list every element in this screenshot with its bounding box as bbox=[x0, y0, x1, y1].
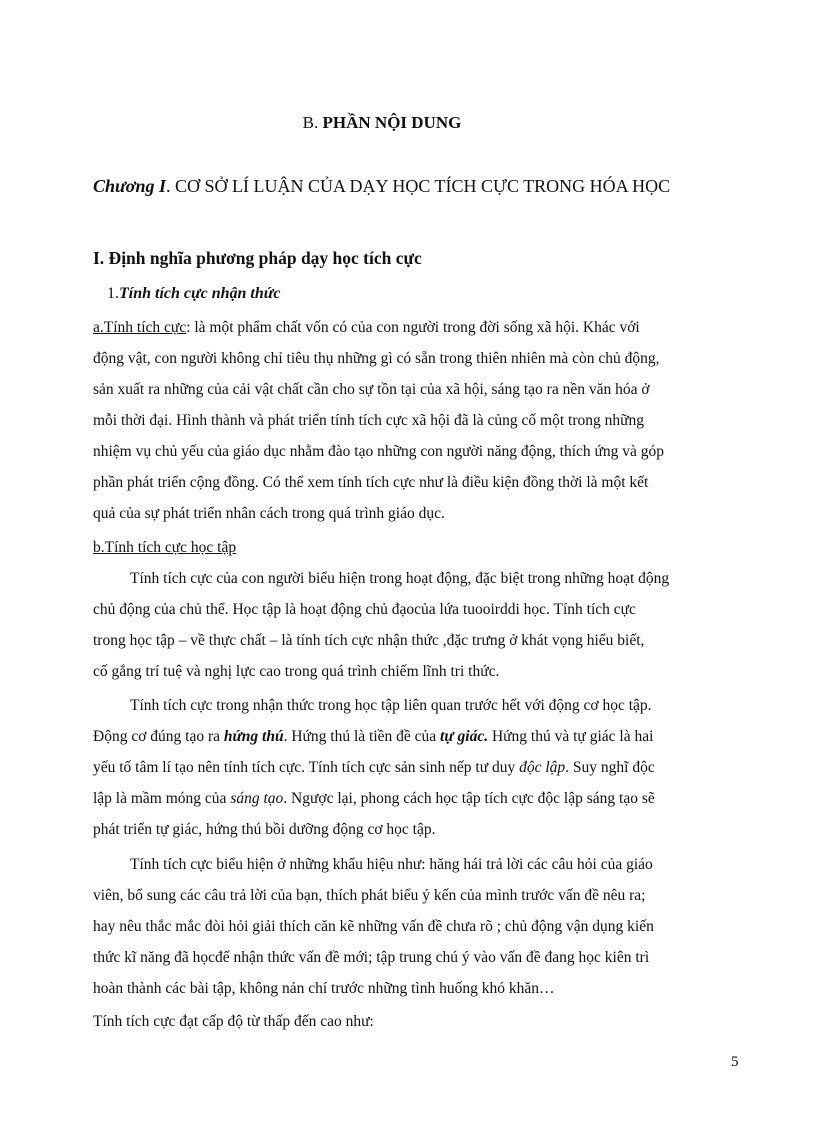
para-a-line-2: động vật, con người không chỉ tiêu thụ những gì có sẵn trong thiên nhiên mà còn chủ động, bbox=[93, 350, 660, 367]
para-b2-line-4: lập là mầm móng của sáng tạo. Ngược lại, phong cách học tập tích cực độc lập sáng tạo sẽ bbox=[93, 790, 655, 807]
para-a-line-5: nhiệm vụ chủ yếu của giáo dục nhằm đào tạo những con người năng động, thích ứng và góp bbox=[93, 443, 665, 460]
para-b3-line-3: hay nêu thắc mắc đòi hỏi giải thích căn kẽ những vấn đề chưa rõ ; chủ động vận dụng kiến bbox=[93, 918, 654, 935]
last-line: Tính tích cực đạt cấp độ từ thấp đến cao như: bbox=[93, 1013, 374, 1030]
para-a-line-7: quả của sự phát triển nhân cách trong quá trình giáo dục. bbox=[93, 505, 445, 522]
para-b3-line-5: hoàn thành các bài tập, không nản chí trước những tình huống khó khăn… bbox=[93, 980, 555, 997]
para-b2-line-2: Động cơ đúng tạo ra hứng thú. Hứng thú là tiền đề của tự giác. Hứng thú và tự giác là hai bbox=[93, 728, 654, 745]
emphasis-doc-lap: độc lập bbox=[519, 759, 566, 776]
para-a-line-4: mỗi thời đại. Hình thành và phát triển tính tích cực xã hội đã là củng cố một trong những bbox=[93, 412, 645, 429]
section-title-text: PHẦN NỘI DUNG bbox=[322, 113, 462, 132]
para-b2-line-3: yếu tố tâm lí tạo nên tính tích cực. Tính tích cực sản sinh nếp tư duy độc lập. Suy nghĩ độc bbox=[93, 759, 655, 776]
chapter-label: Chương I bbox=[93, 176, 166, 196]
section-prefix: B. bbox=[302, 113, 323, 132]
para-b3-line-1: Tính tích cực biểu hiện ở những khẩu hiệu như: hăng hái trả lời các câu hỏi của giáo bbox=[130, 856, 653, 873]
para-b1-line-4: cố gắng trí tuệ và nghị lực cao trong quá trình chiếm lĩnh tri thức. bbox=[93, 663, 500, 680]
para-b3-line-2: viên, bổ sung các câu trả lời của bạn, thích phát biểu ý kến của mình trước vấn đề nêu ra; bbox=[93, 887, 646, 904]
section-title bbox=[0, 113, 764, 133]
para-a-line-3: sản xuất ra những của cải vật chất cần cho sự tồn tại của xã hội, sáng tạo ra nền văn hóa ở bbox=[93, 381, 650, 398]
heading-2-number: 1. bbox=[107, 285, 119, 302]
para-a-line-1 bbox=[93, 319, 640, 337]
emphasis-hung-thu: hứng thú bbox=[223, 728, 284, 745]
heading-2 bbox=[107, 285, 280, 303]
para-b1-line-3: trong học tập – về thực chất – là tính tích cực nhận thức ,đặc trưng ở khát vọng hiểu biết, bbox=[93, 632, 645, 649]
para-b-label: b.Tính tích cực học tập bbox=[93, 539, 237, 556]
chapter-title-text: . CƠ SỞ LÍ LUẬN CỦA DẠY HỌC TÍCH CỰC TRONG HÓA HỌC bbox=[165, 176, 671, 196]
para-b1-line-2: chủ động của chủ thể. Học tập là hoạt động chủ đạocủa lứa tuooirddi học. Tính tích cực bbox=[93, 601, 636, 618]
para-a-label: a.Tính tích cực bbox=[93, 319, 187, 336]
para-a-line-6: phần phát triển cộng đồng. Có thể xem tính tích cực như là điều kiện đồng thời là một kết bbox=[93, 474, 649, 491]
para-b2-line-5: phát triển tự giác, hứng thú bồi dưỡng động cơ học tập. bbox=[93, 821, 436, 838]
page-number: 5 bbox=[731, 1054, 739, 1070]
emphasis-tu-giac: tự giác. bbox=[440, 728, 489, 745]
para-b3-line-4: thức kĩ năng đã họcđể nhận thức vấn đề mới; tập trung chú ý vào vấn đề đang học kiên trì bbox=[93, 949, 650, 966]
para-b2-line-1: Tính tích cực trong nhận thức trong học tập liên quan trước hết với động cơ học tập. bbox=[130, 697, 652, 714]
para-a-line-1-text: : là một phẩm chất vốn có của con người trong đời sống xã hội. Khác với bbox=[186, 319, 640, 336]
para-b1-line-1: Tính tích cực của con người biểu hiện trong hoạt động, đặc biệt trong những hoạt động bbox=[130, 570, 670, 587]
chapter-title bbox=[93, 176, 670, 197]
heading-2-title: Tính tích cực nhận thức bbox=[119, 285, 281, 302]
heading-1: I. Định nghĩa phương pháp dạy học tích cực bbox=[93, 248, 422, 268]
emphasis-sang-tao: sáng tạo bbox=[230, 790, 284, 807]
